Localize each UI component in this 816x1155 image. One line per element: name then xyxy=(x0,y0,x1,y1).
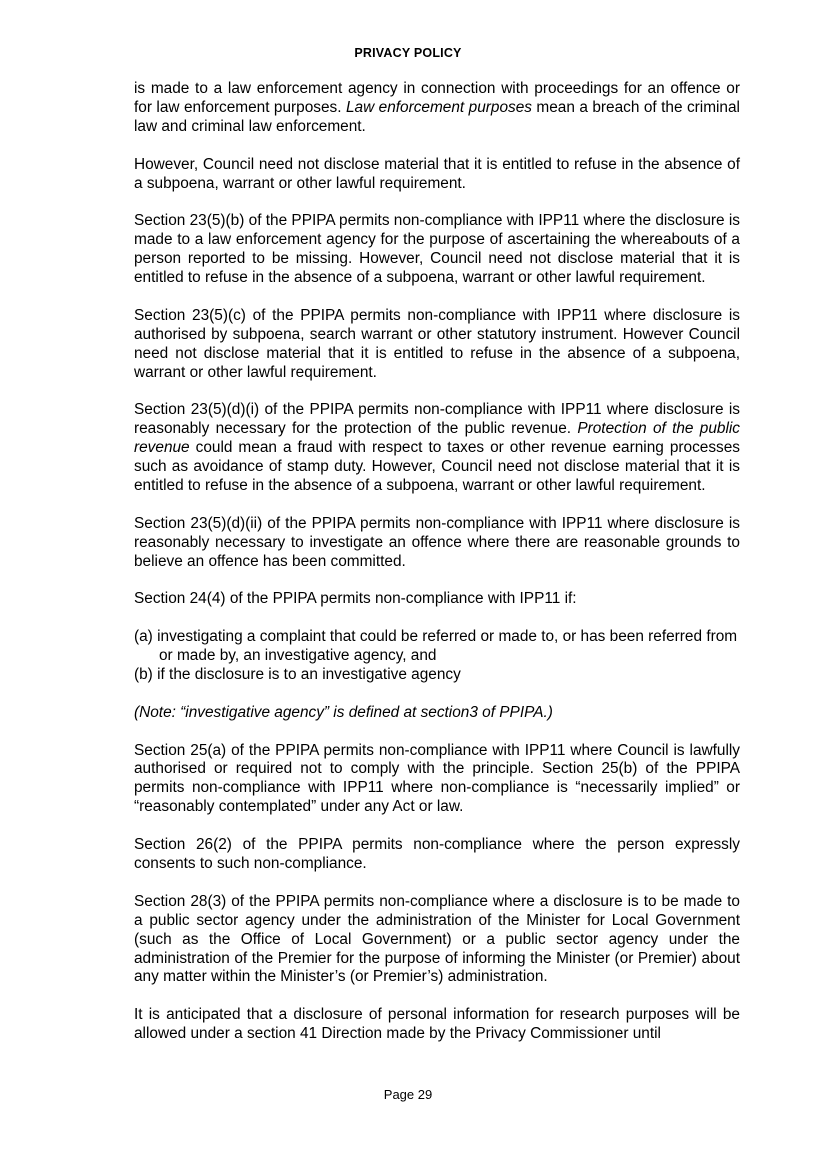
paragraph-section-23-5-c: Section 23(5)(c) of the PPIPA permits non-compliance with IPP11 where disclosure is authorised by subpoena, search warrant or other statutory instrument. However Council need not disclose material that it is entitled to refuse in the absence of a subpoena, warrant or other lawful requirement. xyxy=(134,306,740,381)
conditions-list xyxy=(134,628,740,685)
paragraph-section-24-4: Section 24(4) of the PPIPA permits non-compliance with IPP11 if: xyxy=(134,590,577,608)
paragraph-text: is made to a law enforcement agency in connection with proceedings for an offence or for law enforcement purposes. xyxy=(134,80,740,116)
paragraph-research-purposes: It is anticipated that a disclosure of personal information for research purposes will be allowed under a section 41 Direction made by the Privacy Commissioner until xyxy=(134,1006,740,1043)
paragraph-law-enforcement xyxy=(134,80,740,137)
paragraph-section-26-2: Section 26(2) of the PPIPA permits non-compliance where the person expressly consents to such non-compliance. xyxy=(134,836,740,872)
paragraph-text: mean a breach of the criminal law and criminal law enforcement. xyxy=(134,98,740,135)
paragraph-section-25: Section 25(a) of the PPIPA permits non-compliance with IPP11 where Council is lawfully authorised or required not to comply with the principle. Section 25(b) of the PPIPA permits non-compliance with IPP11 where non-compliance is “necessarily implied” or “reasonably contemplated” under any Act or law. xyxy=(134,741,740,816)
paragraph-section-23-5-b: Section 23(5)(b) of the PPIPA permits non-compliance with IPP11 where the disclosure is made to a law enforcement agency for the purpose of ascertaining the whereabouts of a person reported to be missing. However, Council need not disclose material that it is entitled to refuse in the absence of a subpoena, warrant or other lawful requirement. xyxy=(134,212,740,287)
paragraph-text: could mean a fraud with respect to taxes or other revenue earning processes such as avoidance of stamp duty. However, Council need not disclose material that it is entitled to refuse in the absence of a subpoena, warrant or other lawful requirement. xyxy=(134,439,740,494)
paragraph-text: Section 23(5)(d)(i) of the PPIPA permits non-compliance with IPP11 where disclosure is reasonably necessary for the protection of the public revenue. xyxy=(134,401,740,438)
list-item: (b) if the disclosure is to an investigative agency xyxy=(134,665,461,683)
paragraph-section-23-5-d-ii: Section 23(5)(d)(ii) of the PPIPA permits non-compliance with IPP11 where disclosure is reasonably necessary to investigate an offence where there are reasonable grounds to believe an offence has been committed. xyxy=(134,514,740,570)
defined-term-law-enforcement-purposes: Law enforcement purposes xyxy=(345,98,532,116)
paragraph-section-28-3: Section 28(3) of the PPIPA permits non-compliance where a disclosure is to be made to a public sector agency under the administration of the Minister for Local Government (such as the Office of Local Government) or a public sector agency under the administration of the Premier for the purpose of informing the Minister (or Premier) about any matter within the Minister’s (or Premier’s) administration. xyxy=(134,892,740,986)
page-header-title: PRIVACY POLICY xyxy=(354,46,462,60)
page-number: Page 29 xyxy=(383,1087,433,1102)
note-investigative-agency: (Note: “investigative agency” is defined at section3 of PPIPA.) xyxy=(134,703,553,721)
paragraph-section-23-5-d-i xyxy=(134,401,740,496)
list-item: (a) investigating a complaint that could be referred or made to, or has been referred from or made by, an investigative agency, and xyxy=(134,628,738,665)
defined-term-protection-of-public-revenue: Protection of the public revenue xyxy=(134,420,740,457)
document-body xyxy=(134,80,740,1044)
paragraph-council-need-not-disclose: However, Council need not disclose material that it is entitled to refuse in the absence of a subpoena, warrant or other lawful requirement. xyxy=(134,155,740,192)
